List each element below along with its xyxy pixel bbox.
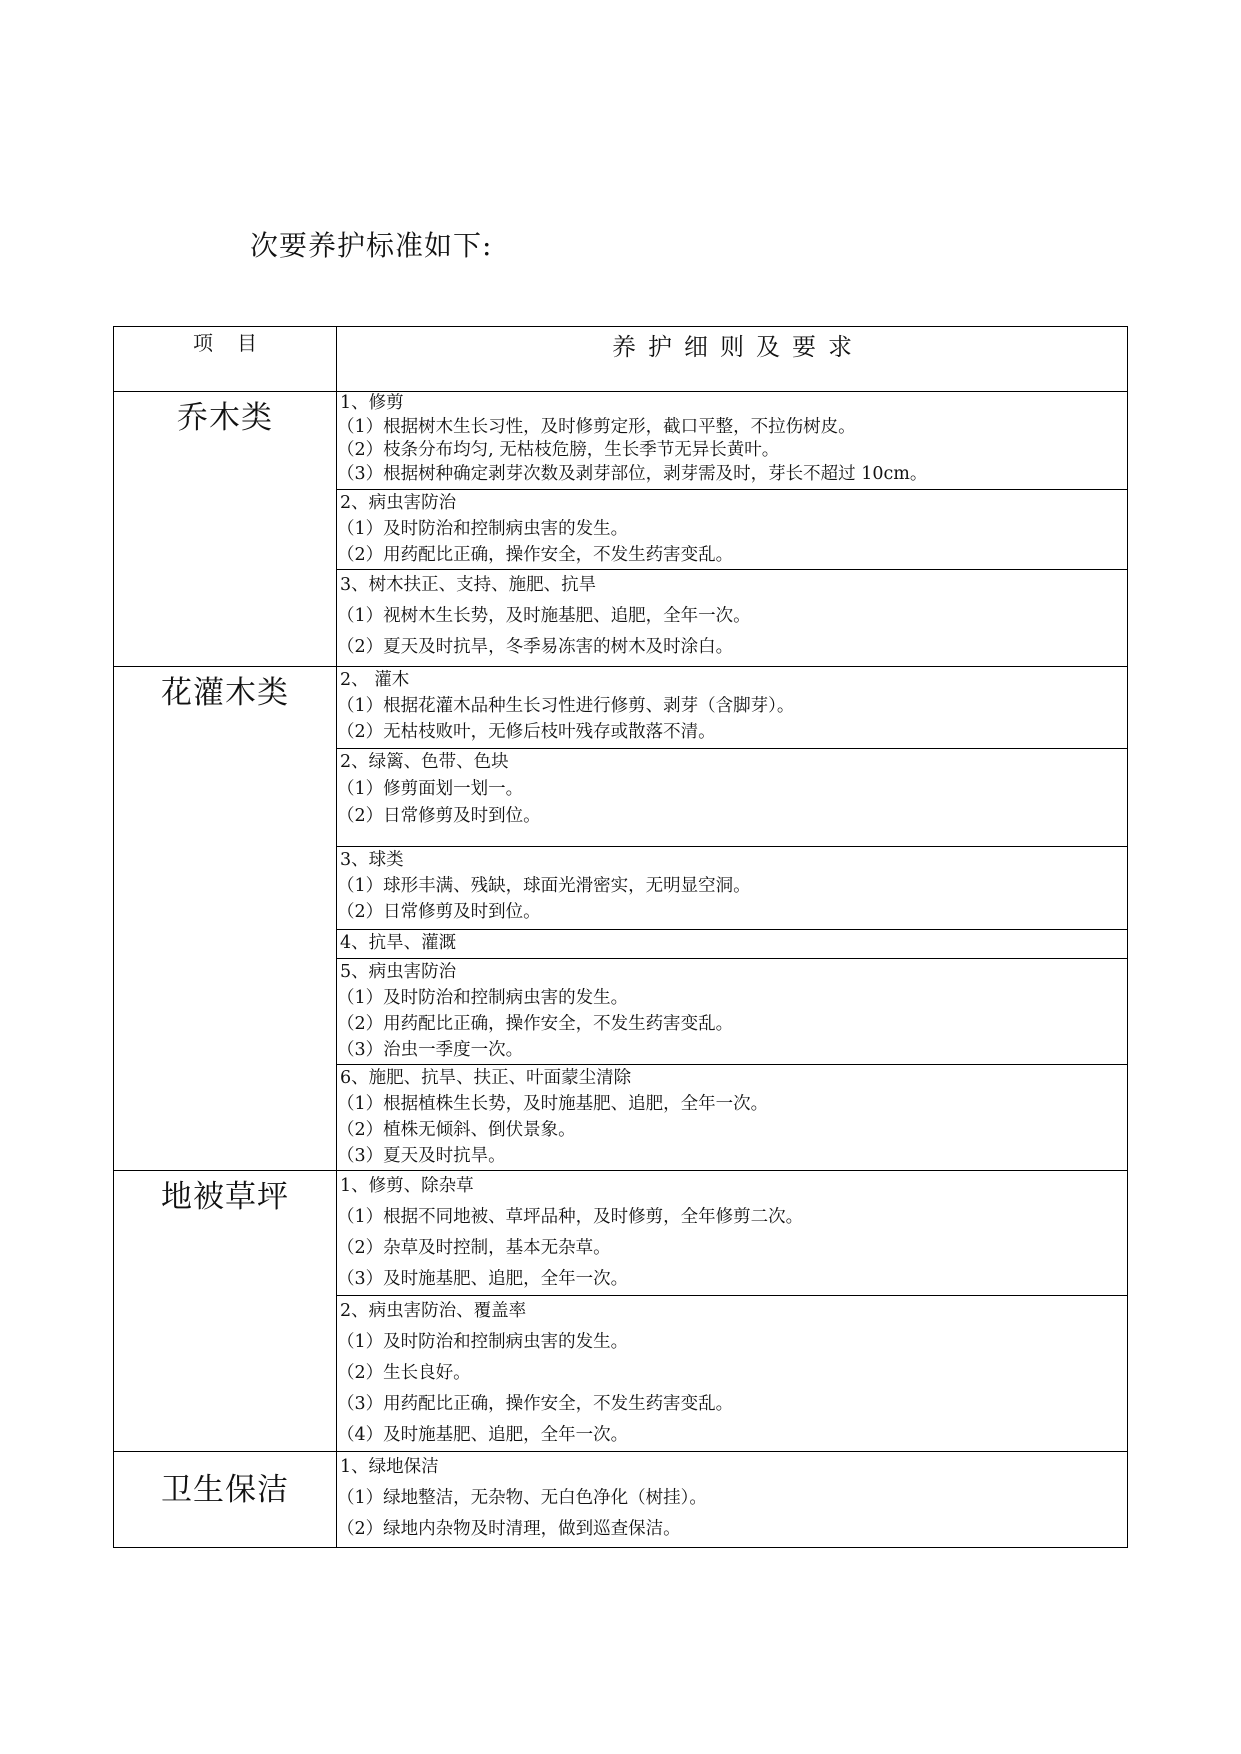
section-item: （1）球形丰满、残缺，球面光滑密实，无明显空洞。 xyxy=(337,876,751,896)
table-row xyxy=(114,1452,1128,1548)
detail-cell xyxy=(337,847,1128,930)
detail-cell xyxy=(337,1296,1128,1452)
header-category-cell xyxy=(114,327,337,392)
section-heading: 2、病虫害防治、覆盖率 xyxy=(340,1301,527,1321)
detail-cell xyxy=(337,490,1128,570)
section-item: （3）用药配比正确，操作安全，不发生药害变乱。 xyxy=(337,1394,734,1414)
section-item: （2）杂草及时控制，基本无杂草。 xyxy=(337,1238,611,1258)
header-details-cell xyxy=(337,327,1128,392)
section-item: （2）日常修剪及时到位。 xyxy=(337,806,541,826)
section-heading: 4、抗旱、灌溉 xyxy=(340,933,457,953)
section-heading: 2、绿篱、色带、色块 xyxy=(340,752,509,772)
detail-cell xyxy=(337,667,1128,749)
section-heading: 5、病虫害防治 xyxy=(340,962,457,982)
category-name: 地被草坪 xyxy=(161,1179,289,1215)
detail-cell xyxy=(337,749,1128,847)
category-cell-sanitation xyxy=(114,1452,337,1548)
section-item: （2）用药配比正确，操作安全，不发生药害变乱。 xyxy=(337,1014,734,1034)
section-item: （2）无枯枝败叶，无修后枝叶残存或散落不清。 xyxy=(337,722,716,742)
section-item: （1）修剪面划一划一。 xyxy=(337,779,524,799)
section-item: （2）绿地内杂物及时清理，做到巡查保洁。 xyxy=(337,1519,681,1539)
category-cell-trees xyxy=(114,392,337,667)
category-name: 乔木类 xyxy=(177,400,273,436)
maintenance-standards-table xyxy=(113,326,1128,1548)
category-cell-shrubs xyxy=(114,667,337,1171)
section-item: （2）日常修剪及时到位。 xyxy=(337,902,541,922)
section-heading: 3、树木扶正、支持、施肥、抗旱 xyxy=(340,575,597,595)
section-heading: 1、修剪、除杂草 xyxy=(340,1176,474,1196)
header-category-label: 项目 xyxy=(193,331,281,355)
detail-cell xyxy=(337,959,1128,1065)
section-item: （1）及时防治和控制病虫害的发生。 xyxy=(337,1332,629,1352)
section-heading: 6、施肥、抗旱、扶正、叶面蒙尘清除 xyxy=(340,1068,632,1088)
section-item: （2）生长良好。 xyxy=(337,1363,471,1383)
detail-cell xyxy=(337,392,1128,490)
header-details-label: 养护细则及要求 xyxy=(612,333,864,361)
document-title: 次要养护标准如下: xyxy=(250,229,493,262)
section-item: （3）根据树种确定剥芽次数及剥芽部位，剥芽需及时，芽长不超过 10cm。 xyxy=(337,463,928,484)
table-row xyxy=(114,1171,1128,1296)
section-item: （1）绿地整洁，无杂物、无白色净化（树挂）。 xyxy=(337,1488,707,1508)
section-heading: 2、病虫害防治 xyxy=(340,493,457,513)
section-item: （2）植株无倾斜、倒伏景象。 xyxy=(337,1120,576,1140)
section-item: （4）及时施基肥、追肥，全年一次。 xyxy=(337,1425,629,1445)
section-item: （1）根据花灌木品种生长习性进行修剪、剥芽（含脚芽）。 xyxy=(337,696,795,716)
section-item: （2）夏天及时抗旱，冬季易冻害的树木及时涂白。 xyxy=(337,637,734,657)
section-item: （1）根据植株生长势，及时施基肥、追肥，全年一次。 xyxy=(337,1094,769,1114)
section-item: （1）根据不同地被、草坪品种，及时修剪，全年修剪二次。 xyxy=(337,1207,804,1227)
section-item: （1）视树木生长势，及时施基肥、追肥，全年一次。 xyxy=(337,606,751,626)
section-item: （1）根据树木生长习性，及时修剪定形，截口平整，不拉伤树皮。 xyxy=(337,416,856,437)
section-item: （2）用药配比正确，操作安全，不发生药害变乱。 xyxy=(337,545,734,565)
section-heading: 3、球类 xyxy=(340,850,404,870)
section-heading: 1、绿地保洁 xyxy=(340,1457,439,1477)
table-header-row xyxy=(114,327,1128,392)
section-item: （3）及时施基肥、追肥，全年一次。 xyxy=(337,1269,629,1289)
category-name: 卫生保洁 xyxy=(161,1472,289,1508)
detail-cell xyxy=(337,1065,1128,1171)
detail-cell xyxy=(337,1171,1128,1296)
category-name: 花灌木类 xyxy=(161,675,289,711)
section-item: （1）及时防治和控制病虫害的发生。 xyxy=(337,519,629,539)
section-item: （3）治虫一季度一次。 xyxy=(337,1040,524,1060)
table-row xyxy=(114,392,1128,490)
detail-cell xyxy=(337,930,1128,959)
section-item: （1）及时防治和控制病虫害的发生。 xyxy=(337,988,629,1008)
category-cell-groundcover xyxy=(114,1171,337,1452)
detail-cell xyxy=(337,1452,1128,1548)
table-row xyxy=(114,667,1128,749)
section-heading: 1、修剪 xyxy=(340,393,404,413)
section-heading: 2、 灌木 xyxy=(340,670,410,690)
section-item: （2）枝条分布均匀, 无枯枝危膀，生长季节无异长黄叶。 xyxy=(337,440,780,460)
detail-cell xyxy=(337,570,1128,667)
section-item: （3）夏天及时抗旱。 xyxy=(337,1146,506,1166)
